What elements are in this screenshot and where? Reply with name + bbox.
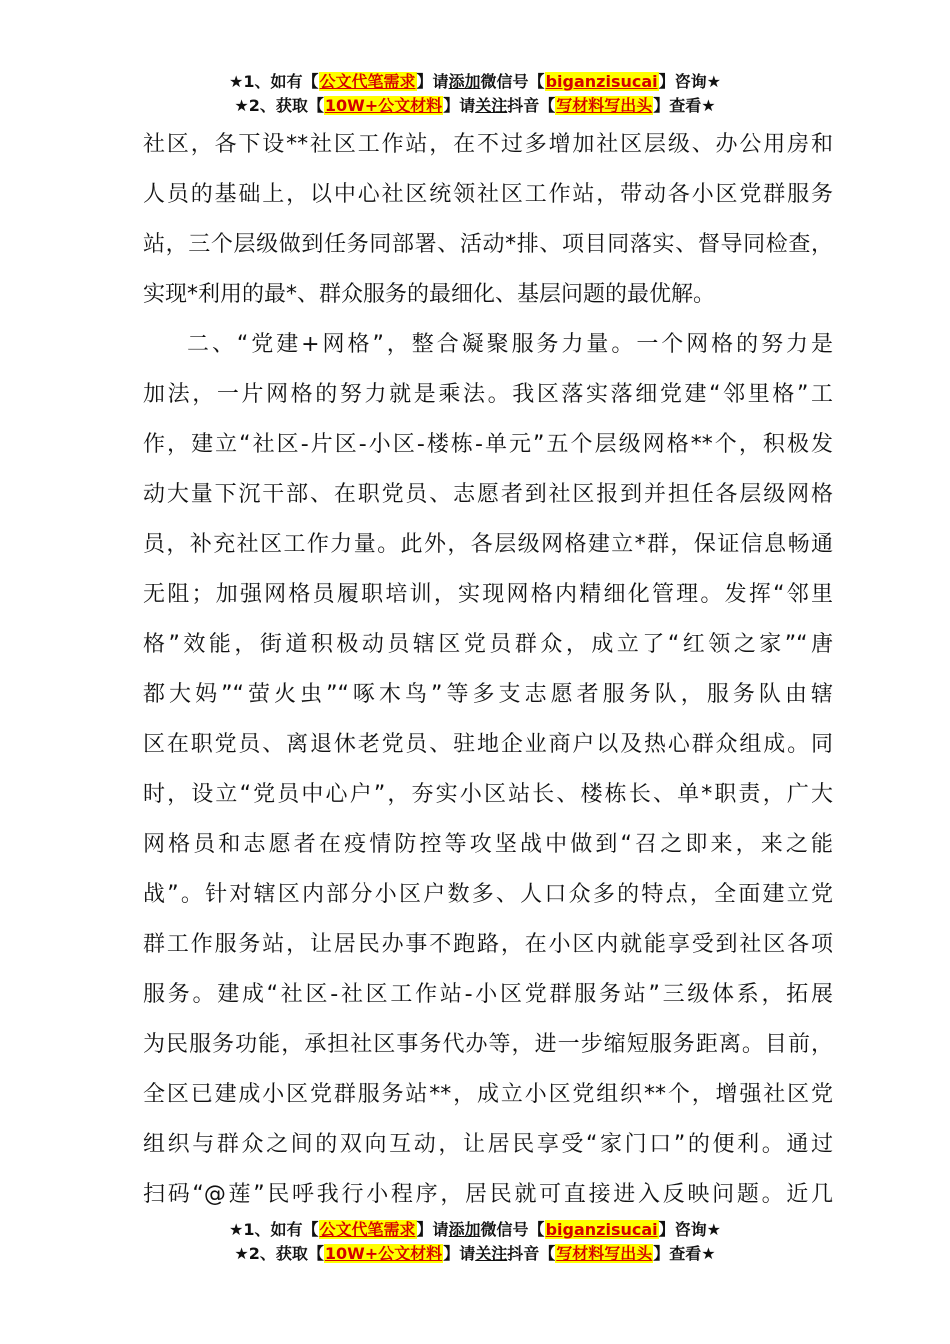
banner-text: 】咨询★ xyxy=(658,1220,721,1239)
document-body xyxy=(143,120,833,1220)
text-line: 加法，一片网格的努力就是乘法。我区落实落细党建“邻里格”工 xyxy=(143,382,833,407)
banner-text: 】咨询★ xyxy=(658,72,721,91)
banner-underline: 关注 xyxy=(475,1244,508,1263)
text-line: 扫码“@莲”民呼我行小程序，居民就可直接进入反映问题。近几 xyxy=(143,1182,833,1207)
banner-text: 】请 xyxy=(416,72,449,91)
text-line: 动大量下沉干部、在职党员、志愿者到社区报到并担任各层级网格 xyxy=(143,482,833,507)
banner-text: 】请 xyxy=(443,1244,476,1263)
banner-line-2 xyxy=(0,94,950,118)
text-line: 实现*利用的最*、群众服务的最细化、基层问题的最优解。 xyxy=(143,282,716,307)
banner-highlight-wechat: biganzisucai xyxy=(545,1220,658,1239)
text-line: 员，补充社区工作力量。此外，各层级网格建立*群，保证信息畅通 xyxy=(143,532,833,557)
banner-text: 微信号【 xyxy=(480,72,545,91)
banner-underline: 添加 xyxy=(448,72,481,91)
text-line: 服务。建成“社区-社区工作站-小区党群服务站”三级体系，拓展 xyxy=(143,982,833,1007)
section-heading-line: 二、“党建+网格”，整合凝聚服务力量。一个网格的努力是 xyxy=(187,332,833,357)
text-line: 格”效能，街道积极动员辖区党员群众，成立了“红领之家”“唐 xyxy=(143,632,833,657)
banner-text: 微信号【 xyxy=(480,1220,545,1239)
banner-line-1 xyxy=(0,70,950,94)
banner-highlight-wechat: biganzisucai xyxy=(545,72,658,91)
banner-text: 抖音【 xyxy=(507,1244,556,1263)
banner-highlight: 10W+公文材料 xyxy=(324,1244,443,1263)
banner-underline: 关注 xyxy=(475,96,508,115)
text-line: 作，建立“社区-片区-小区-楼栋-单元”五个层级网格**个，积极发 xyxy=(143,432,833,457)
banner-highlight-douyin: 写材料写出头 xyxy=(556,96,653,115)
text-line: 站，三个层级做到任务同部署、活动*排、项目同落实、督导同检查， xyxy=(143,232,833,257)
banner-underline: 添加 xyxy=(448,1220,481,1239)
banner-text: 】查看★ xyxy=(653,96,716,115)
banner-text: ★1、如有【 xyxy=(229,72,319,91)
banner-text: ★1、如有【 xyxy=(229,1220,319,1239)
banner-text: 】请 xyxy=(443,96,476,115)
banner-highlight: 10W+公文材料 xyxy=(324,96,443,115)
text-line: 社区，各下设**社区工作站，在不过多增加社区层级、办公用房和 xyxy=(143,132,833,157)
text-line: 都大妈”“萤火虫”“啄木鸟”等多支志愿者服务队，服务队由辖 xyxy=(143,682,833,707)
banner-text: 抖音【 xyxy=(507,96,556,115)
banner-text: ★2、获取【 xyxy=(234,96,324,115)
text-line: 为民服务功能，承担社区事务代办等，进一步缩短服务距离。目前， xyxy=(143,1032,833,1057)
text-line: 组织与群众之间的双向互动，让居民享受“家门口”的便利。通过 xyxy=(143,1132,833,1157)
text-line: 战”。针对辖区内部分小区户数多、人口众多的特点，全面建立党 xyxy=(143,882,833,907)
banner-text: 】请 xyxy=(416,1220,449,1239)
text-line: 网格员和志愿者在疫情防控等攻坚战中做到“召之即来，来之能 xyxy=(143,832,833,857)
text-line: 无阻；加强网格员履职培训，实现网格内精细化管理。发挥“邻里 xyxy=(143,582,833,607)
text-line: 区在职党员、离退休老党员、驻地企业商户以及热心群众组成。同 xyxy=(143,732,833,757)
banner-text: ★2、获取【 xyxy=(234,1244,324,1263)
footer-banner xyxy=(0,1218,950,1266)
banner-highlight-douyin: 写材料写出头 xyxy=(556,1244,653,1263)
banner-highlight: 公文代笔需求 xyxy=(319,1220,416,1239)
banner-line-2 xyxy=(0,1242,950,1266)
banner-line-1 xyxy=(0,1218,950,1242)
header-banner xyxy=(0,70,950,118)
banner-highlight: 公文代笔需求 xyxy=(319,72,416,91)
text-line: 人员的基础上，以中心社区统领社区工作站，带动各小区党群服务 xyxy=(143,182,833,207)
text-line: 时，设立“党员中心户”，夯实小区站长、楼栋长、单*职责，广大 xyxy=(143,782,833,807)
text-line: 群工作服务站，让居民办事不跑路，在小区内就能享受到社区各项 xyxy=(143,932,833,957)
text-line: 全区已建成小区党群服务站**，成立小区党组织**个，增强社区党 xyxy=(143,1082,833,1107)
banner-text: 】查看★ xyxy=(653,1244,716,1263)
